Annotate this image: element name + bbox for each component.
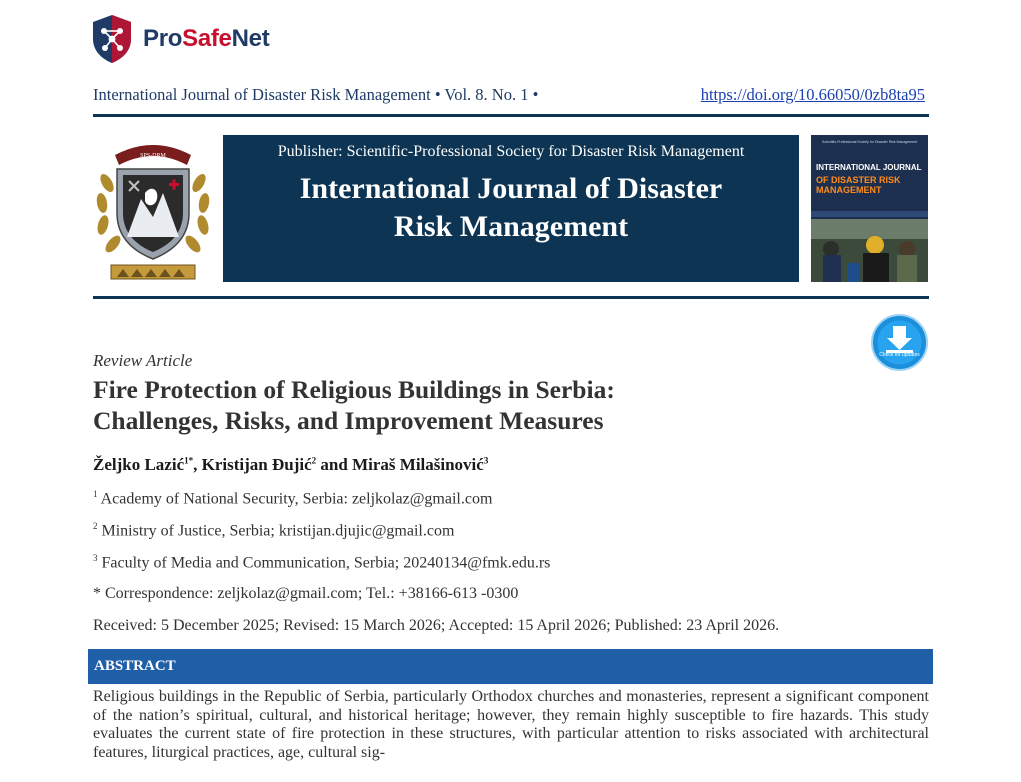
affiliation (93, 553, 550, 572)
journal-cover-thumbnail (811, 135, 928, 282)
header-divider (93, 296, 929, 299)
brand-name-part: Net (231, 25, 270, 52)
author-affiliation-marker: 1* (184, 455, 194, 466)
doi-link[interactable]: https://doi.org/10.66050/0zb8ta95 (700, 85, 925, 104)
journal-title (223, 170, 799, 246)
author-name: Miraš Milašinović (352, 455, 484, 474)
author-affiliation-marker: 3 (483, 455, 489, 466)
cover-title: INTERNATIONAL JOURNAL (816, 163, 922, 172)
correspondence: * Correspondence: zeljkolaz@gmail.com; Tel.: +38166-613 -0300 (93, 585, 519, 602)
cover-photo (811, 219, 928, 282)
emblem-ribbon-text: SPS-DRM (140, 153, 166, 159)
journal-title-line: Risk Management (393, 210, 629, 243)
affiliation-number: 3 (93, 553, 98, 563)
prosafenet-logo[interactable] (91, 13, 269, 65)
cover-strip (811, 211, 928, 217)
check-for-updates-button[interactable] (871, 314, 928, 371)
article-dates: Received: 5 December 2025; Revised: 15 March 2026; Accepted: 15 April 2026; Published: 23 April 2026. (93, 617, 780, 634)
cover-society-text: Scientific-Professional Society for Disaster Risk Management (822, 140, 917, 144)
author-separator: , (193, 455, 202, 474)
brand-name (143, 25, 269, 53)
affiliation-number: 2 (93, 521, 98, 531)
author-name: Kristijan Đujić (201, 455, 312, 474)
affiliation-number: 1 (93, 489, 98, 499)
author-list (93, 455, 488, 475)
cover-subtitle (816, 175, 901, 195)
article-title-line: Challenges, Risks, and Improvement Measures (93, 406, 604, 435)
brand-name-part: Pro (143, 25, 183, 52)
affiliation-text: Faculty of Media and Communication, Serbia; 20240134@fmk.edu.rs (97, 554, 551, 572)
brand-name-part: Safe (182, 25, 232, 52)
author-name: Željko Lazić (93, 455, 185, 474)
article-type: Review Article (93, 351, 193, 370)
check-for-updates-label: Check for updates (879, 352, 920, 358)
author-affiliation-marker: 2 (311, 455, 317, 466)
cover-subtitle-line: MANAGEMENT (816, 185, 882, 195)
affiliation (93, 521, 454, 540)
journal-citation-line (93, 85, 928, 105)
cover-subtitle-line: OF DISASTER RISK (816, 175, 901, 185)
download-icon (871, 314, 928, 371)
author-separator: and (316, 455, 353, 474)
affiliation-text: Academy of National Security, Serbia: zeljkolaz@gmail.com (97, 490, 493, 508)
journal-volume-text: International Journal of Disaster Risk Management • Vol. 8. No. 1 • (93, 85, 539, 104)
journal-banner (223, 135, 799, 282)
article-title (93, 374, 813, 436)
abstract-text: Religious buildings in the Republic of Serbia, particularly Orthodox churches and monasteries, represent a significant component of the nation’s spiritual, cultural, and historical heritage; however, they remain highly susceptible to fire hazards. This study evaluates the current state of fire protection in these structures, with particular attention to risks associated with architectural features, liturgical practices, age, cultural sig- (93, 688, 929, 761)
header-divider (93, 114, 929, 117)
article-title-line: Fire Protection of Religious Buildings in Serbia: (93, 375, 615, 404)
affiliation-text: Ministry of Justice, Serbia; kristijan.djujic@gmail.com (97, 522, 455, 540)
abstract-heading: ABSTRACT (88, 649, 933, 684)
society-emblem (93, 133, 213, 283)
journal-title-line: International Journal of Disaster (299, 172, 723, 205)
network-shield-icon (91, 14, 133, 64)
publisher-line: Publisher: Scientific-Professional Society for Disaster Risk Management (277, 143, 745, 160)
affiliation (93, 489, 492, 508)
